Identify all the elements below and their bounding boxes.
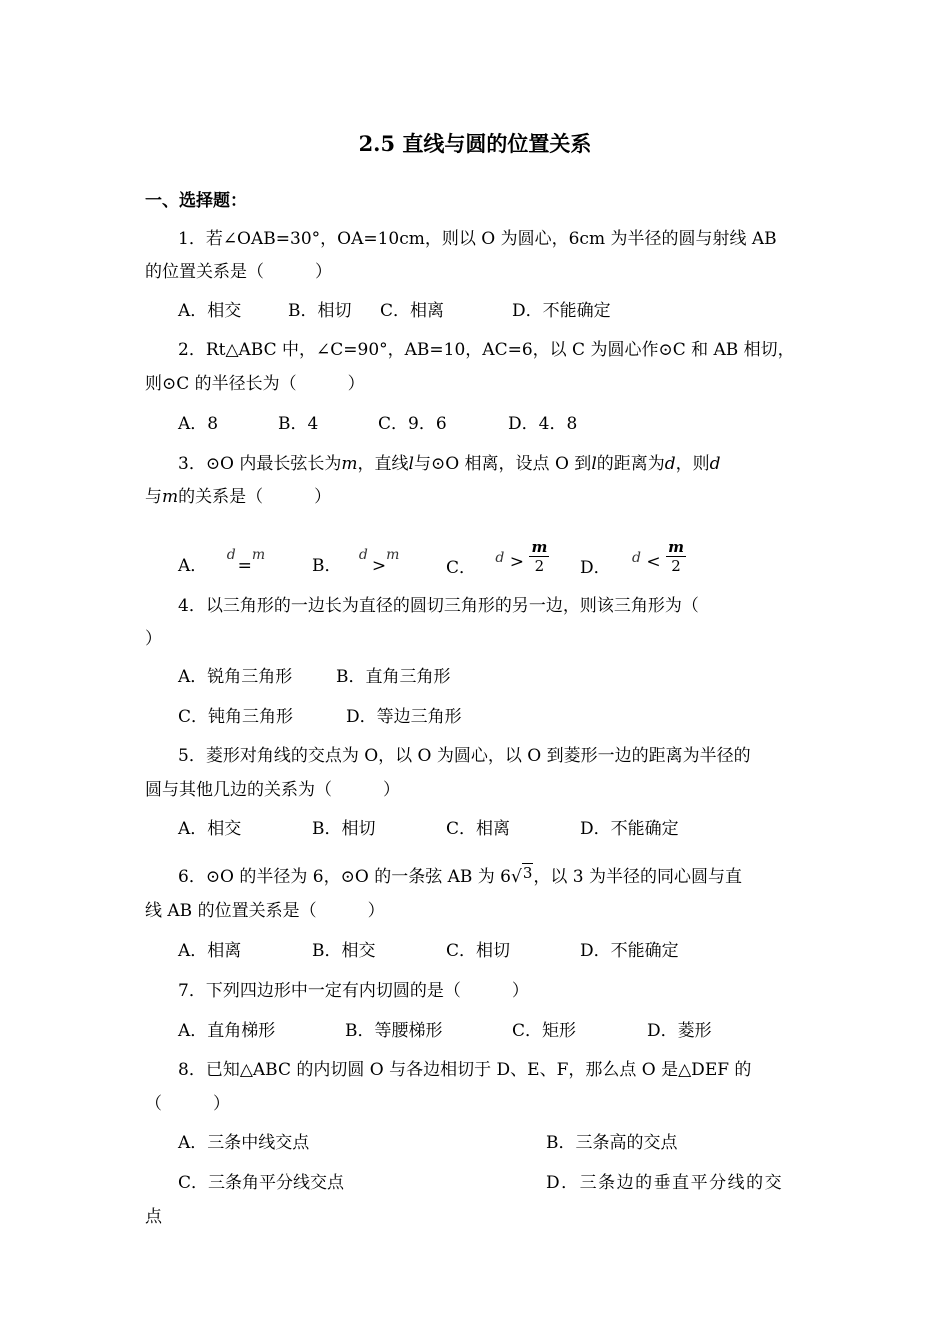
q3-option-b: B． $^d$>$^m$ xyxy=(312,547,400,576)
q5-option-b: B．相切 xyxy=(312,819,376,839)
q6-option-d: D．不能确定 xyxy=(580,941,679,961)
question-8-text-cont: （ ） xyxy=(145,1094,230,1114)
q4-option-c: C．钝角三角形 xyxy=(178,707,294,727)
question-1-text-cont: 的位置关系是（ ） xyxy=(145,262,332,282)
q7-option-a: A．直角梯形 xyxy=(178,1021,276,1041)
question-2-text-cont: 则⊙C 的半径长为（ ） xyxy=(145,374,365,394)
var-l: l xyxy=(408,454,414,474)
q3-option-d: D． d < $\frac{m}{2}$ xyxy=(580,538,684,578)
var-m: m xyxy=(341,454,358,474)
question-7-text: 7．下列四边形中一定有内切圆的是（ ） xyxy=(178,981,529,1001)
question-8-text: 8．已知△ABC 的内切圆 O 与各边相切于 D、E、F，那么点 O 是△DEF 的 xyxy=(178,1060,752,1080)
var-d: d xyxy=(632,549,642,566)
q8-option-d: D．三条边的垂直平分线的交 xyxy=(546,1173,784,1193)
var-m: m xyxy=(386,547,400,563)
question-6-text-cont: 线 AB 的位置关系是（ ） xyxy=(145,901,385,921)
question-5-text-cont: 圆与其他几边的关系为（ ） xyxy=(145,780,400,800)
q6-option-a: A．相离 xyxy=(178,941,242,961)
var-d: d xyxy=(495,549,505,566)
q1-option-d: D．不能确定 xyxy=(512,301,611,321)
question-4-text: 4．以三角形的一边长为直径的圆切三角形的另一边，则该三角形为（ xyxy=(178,596,699,616)
q2-option-d: D．4．8 xyxy=(508,414,578,434)
q8-option-a: A．三条中线交点 xyxy=(178,1133,310,1153)
sqrt-3: √3 xyxy=(511,864,533,887)
var-m: m xyxy=(162,487,179,507)
var-d: d xyxy=(358,547,368,563)
question-5-text: 5．菱形对角线的交点为 O，以 O 为圆心，以 O 到菱形一边的距离为半径的 xyxy=(178,746,751,766)
q7-option-c: C．矩形 xyxy=(512,1021,577,1041)
question-4-text-cont: ） xyxy=(145,629,162,649)
q7-option-b: B．等腰梯形 xyxy=(345,1021,443,1041)
question-3-text: 3．⊙O 内最长弦长为m，直线l与⊙O 相离，设点 O 到l的距离为d，则d xyxy=(178,454,721,474)
q1-option-b: B．相切 xyxy=(288,301,352,321)
q8-option-b: B．三条高的交点 xyxy=(546,1133,678,1153)
fraction-m-over-2: $\frac{m}{2}$ xyxy=(668,538,684,575)
question-2-text: 2．Rt△ABC 中，∠C=90°，AB=10，AC=6，以 C 为圆心作⊙C 和 AB 相切， xyxy=(178,340,795,360)
q3-option-a: A． $^d$=$^m$ xyxy=(178,547,266,576)
var-d: d xyxy=(709,454,721,474)
var-d: d xyxy=(664,454,676,474)
q2-option-b: B．4 xyxy=(278,414,319,434)
fraction-m-over-2: $\frac{m}{2}$ xyxy=(531,538,548,575)
q5-option-c: C．相离 xyxy=(446,819,511,839)
page-title: 2.5 直线与圆的位置关系 xyxy=(358,131,592,156)
question-6-text: 6．⊙O 的半径为 6，⊙O 的一条弦 AB 为 6√3，以 3 为半径的同心圆与直 xyxy=(178,864,743,887)
var-l: l xyxy=(591,454,597,474)
q2-option-a: A．8 xyxy=(178,414,219,434)
section-heading: 一、选择题： xyxy=(145,191,247,211)
q4-option-d: D．等边三角形 xyxy=(346,707,462,727)
q5-option-a: A．相交 xyxy=(178,819,242,839)
var-d: d xyxy=(226,547,236,563)
q4-option-b: B．直角三角形 xyxy=(336,667,451,687)
q3-option-c: C． d > $\frac{m}{2}$ xyxy=(446,538,548,578)
q6-option-c: C．相切 xyxy=(446,941,511,961)
q7-option-d: D．菱形 xyxy=(647,1021,712,1041)
q6-option-b: B．相交 xyxy=(312,941,376,961)
q8-option-d-cont: 点 xyxy=(145,1207,162,1227)
question-1-text: 1．若∠OAB=30°，OA=10cm，则以 O 为圆心，6cm 为半径的圆与射线 AB xyxy=(178,229,777,249)
q2-option-c: C．9．6 xyxy=(378,414,447,434)
q4-option-a: A．锐角三角形 xyxy=(178,667,293,687)
var-m: m xyxy=(251,547,266,563)
q8-option-c: C．三条角平分线交点 xyxy=(178,1173,345,1193)
q1-option-c: C．相离 xyxy=(380,301,445,321)
question-3-text-cont: 与m的关系是（ ） xyxy=(145,487,332,507)
q1-option-a: A．相交 xyxy=(178,301,242,321)
q5-option-d: D．不能确定 xyxy=(580,819,679,839)
